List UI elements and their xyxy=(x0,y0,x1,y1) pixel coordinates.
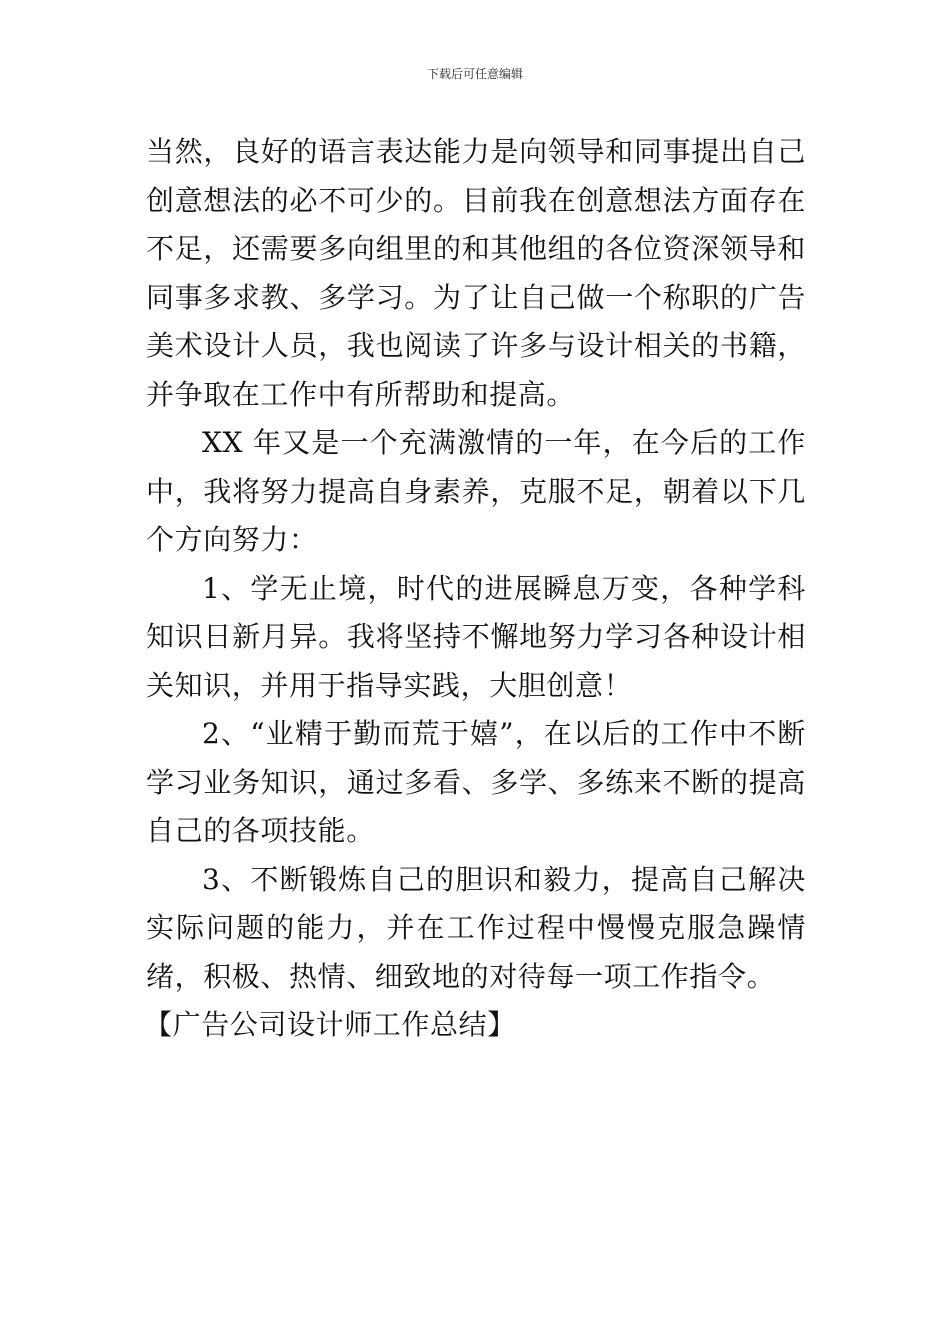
paragraph-1: 当然，良好的语言表达能力是向领导和同事提出自己创意想法的必不可少的。目前我在创意想法方面存在不足，还需要多向组里的和其他组的各位资深领导和同事多求教、多学习。为了让自己做一个称职的广告美术设计人员，我也阅读了许多与设计相关的书籍，并争取在工作中有所帮助和提高。 xyxy=(146,135,806,411)
page-header: 下载后可任意编辑 xyxy=(426,67,523,81)
paragraph-4: 2、“业精于勤而荒于嬉”，在以后的工作中不断学习业务知识，通过多看、多学、多练来不断的提高自己的各项技能。 xyxy=(146,717,806,847)
paragraph-2: XX 年又是一个充满激情的一年，在今后的工作中，我将努力提高自身素养，克服不足，朝着以下几个方向努力： xyxy=(146,426,806,556)
section-title: 【广告公司设计师工作总结】 xyxy=(144,1008,516,1041)
paragraph-3: 1、学无止境，时代的进展瞬息万变，各种学科知识日新月异。我将坚持不懈地努力学习各种设计相关知识，并用于指导实践，大胆创意！ xyxy=(146,571,806,702)
document-body xyxy=(146,128,806,1050)
paragraph-5: 3、不断锻炼自己的胆识和毅力，提高自己解决实际问题的能力，并在工作过程中慢慢克服急躁情绪，积极、热情、细致地的对待每一项工作指令。 xyxy=(146,862,806,993)
